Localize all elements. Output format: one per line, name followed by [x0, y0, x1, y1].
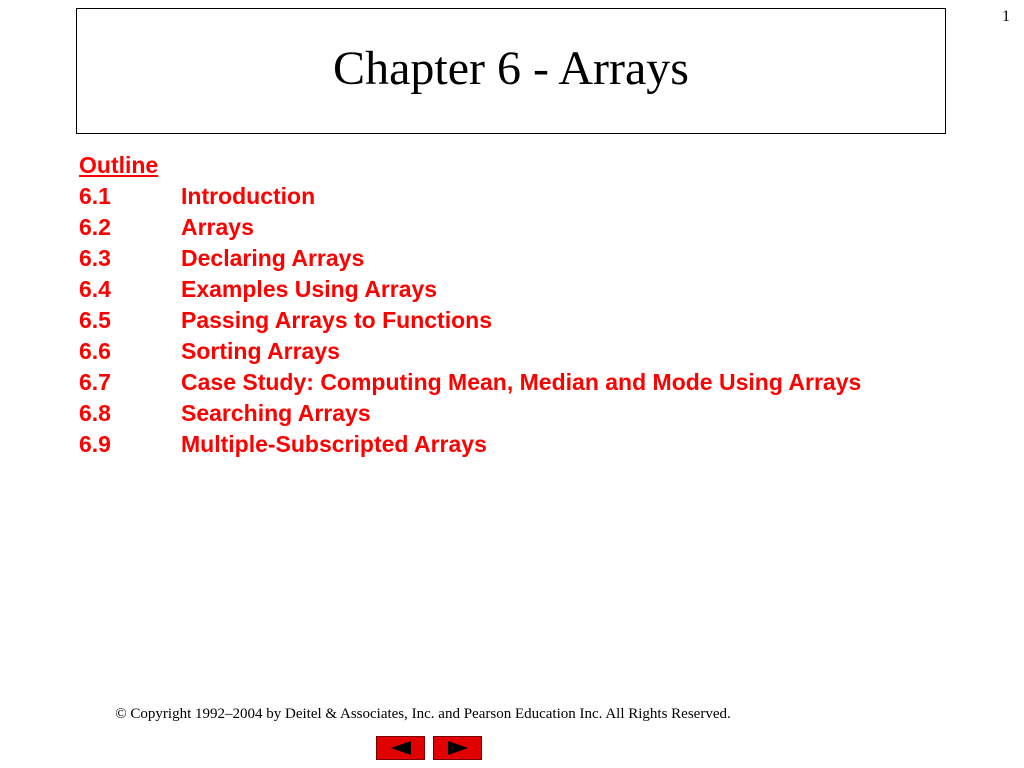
outline-item: [79, 305, 861, 336]
outline-item: [79, 367, 861, 398]
page-number: 1: [1002, 8, 1010, 25]
outline-list: [79, 181, 861, 460]
outline-item-number: 6.8: [79, 400, 111, 426]
triangle-left-icon: [389, 740, 413, 756]
outline-item: [79, 212, 861, 243]
outline-item: [79, 274, 861, 305]
outline-item-number: 6.1: [79, 183, 111, 209]
outline-item-label: Passing Arrays to Functions: [181, 307, 492, 333]
previous-slide-button[interactable]: [376, 736, 425, 760]
outline-item-label: Searching Arrays: [181, 400, 371, 426]
outline-item-label: Declaring Arrays: [181, 245, 365, 271]
outline-item-label: Sorting Arrays: [181, 338, 340, 364]
outline-item-number: 6.9: [79, 431, 111, 457]
outline-item-label: Examples Using Arrays: [181, 276, 438, 302]
outline-item-number: 6.6: [79, 338, 111, 364]
outline-item: [79, 181, 861, 212]
outline-item: [79, 398, 861, 429]
title-box: [76, 8, 946, 134]
outline-item: [79, 243, 861, 274]
outline-item-number: 6.5: [79, 307, 111, 333]
outline-item-number: 6.3: [79, 245, 111, 271]
outline-item-label: Multiple-Subscripted Arrays: [181, 431, 487, 457]
outline-item: [79, 429, 861, 460]
outline-item-label: Introduction: [181, 183, 316, 209]
copyright-footer: © Copyright 1992–2004 by Deitel & Associates, Inc. and Pearson Education Inc. All Rights Reserved.: [115, 706, 731, 722]
slide-navigation: [376, 736, 482, 760]
next-slide-button[interactable]: [433, 736, 482, 760]
outline-item: [79, 336, 861, 367]
triangle-right-icon: [446, 740, 470, 756]
outline-item-number: 6.4: [79, 276, 111, 302]
outline-item-number: 6.7: [79, 369, 111, 395]
slide-title: Chapter 6 - Arrays: [333, 41, 689, 95]
outline: [79, 150, 861, 460]
outline-heading: Outline: [79, 152, 159, 178]
outline-item-label: Case Study: Computing Mean, Median and Mode Using Arrays: [181, 369, 862, 395]
outline-item-number: 6.2: [79, 214, 111, 240]
outline-item-label: Arrays: [181, 214, 254, 240]
